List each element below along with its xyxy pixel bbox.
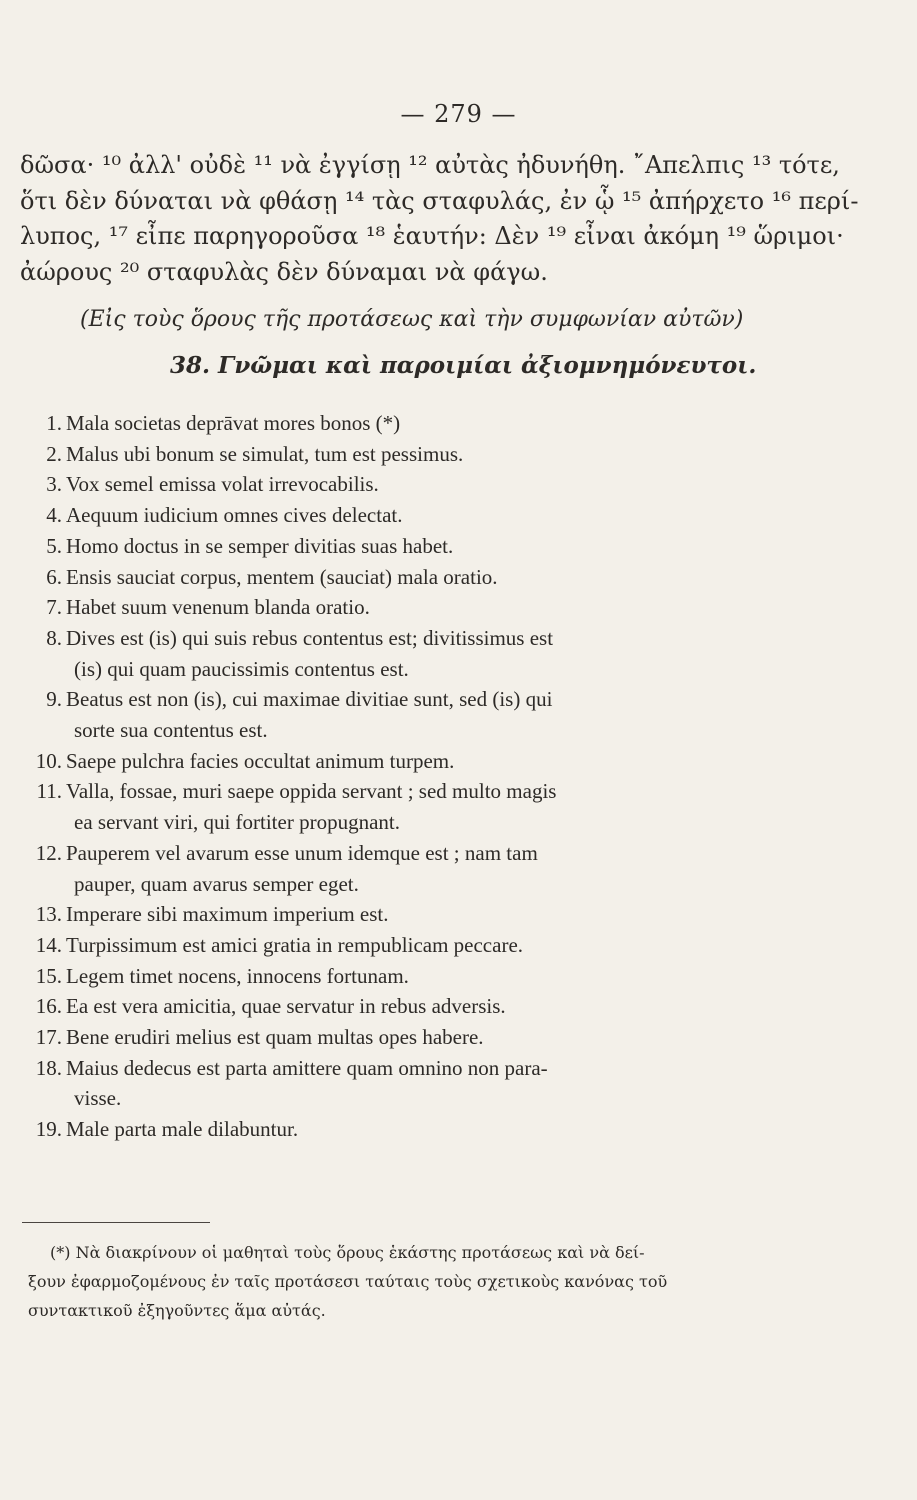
footnote-line: ξουν ἐφαρμοζομένους ἐν ταῖς προτάσεσι ταύταις τοὺς σχετικοὺς κανόνας τοῦ [28, 1272, 668, 1291]
item-number: 5. [46, 533, 62, 558]
item-text [66, 776, 808, 837]
item-number: 4. [46, 503, 62, 528]
item-number: 10. [35, 748, 62, 773]
item-text-line: Pauperem vel avarum esse unum idemque est ; nam tam [66, 840, 538, 865]
item-text-line: Turpissimum est amici gratia in rempublicam peccare. [66, 932, 524, 957]
item-text-line: Malus ubi bonum se simulat, tum est pessimus. [66, 441, 464, 466]
item-text [66, 899, 808, 930]
item-text [66, 991, 808, 1022]
footnote [28, 1238, 813, 1325]
list-item [18, 1022, 808, 1053]
item-number: 9. [46, 687, 62, 712]
list-item [18, 500, 808, 531]
item-number: 6. [46, 564, 62, 589]
greek-line: ἀώρους ²⁰ σταφυλὰς δὲν δύναμαι νὰ φάγω. [20, 257, 548, 286]
list-item [18, 623, 808, 684]
list-item [18, 684, 808, 745]
greek-line: δῶσα· ¹⁰ ἀλλ' οὐδὲ ¹¹ νὰ ἐγγίσῃ ¹² αὐτὰς ἠδυνήθη. ῎Απελπις ¹³ τότε, [20, 151, 840, 179]
item-number: 16. [35, 994, 62, 1019]
item-text [66, 408, 808, 439]
item-number: 18. [35, 1055, 62, 1080]
item-text-line: Bene erudiri melius est quam multas opes habere. [66, 1025, 484, 1050]
item-text [66, 469, 808, 500]
item-number: 19. [35, 1117, 62, 1142]
list-item [18, 562, 808, 593]
footnote-divider [22, 1222, 210, 1223]
item-text-line: Valla, fossae, muri saepe oppida servant ; sed multo magis [66, 779, 557, 804]
item-text-line: visse. [74, 1086, 122, 1111]
item-text-line: Beatus est non (is), cui maximae divitiae sunt, sed (is) qui [66, 687, 553, 712]
page-number: — 279 — [400, 100, 517, 128]
greek-paragraph [20, 148, 859, 290]
item-text-line: Male parta male dilabuntur. [66, 1117, 299, 1142]
item-text-line: ea servant viri, qui fortiter propugnant. [74, 810, 400, 835]
item-text [66, 1114, 808, 1145]
item-text-line: pauper, quam avarus semper eget. [74, 871, 359, 896]
item-text [66, 961, 808, 992]
item-text [66, 746, 808, 777]
item-text [66, 592, 808, 623]
item-text [66, 531, 808, 562]
heading-note: (Εἰς τοὺς ὅρους τῆς προτάσεως καὶ τὴν συμφωνίαν αὐτῶν) [80, 307, 744, 332]
item-number: 11. [36, 779, 62, 804]
item-text [66, 623, 808, 684]
list-item [18, 469, 808, 500]
list-item [18, 1053, 808, 1114]
item-text-line: Dives est (is) qui suis rebus contentus est; divitissimus est [66, 625, 554, 650]
item-text-line: Aequum iudicium omnes cives delectat. [66, 503, 403, 528]
item-number: 1. [46, 411, 62, 435]
footnote-line: συντακτικοῦ ἐξηγοῦντες ἅμα αὐτάς. [28, 1301, 326, 1320]
item-number: 3. [46, 472, 62, 497]
item-text [66, 1022, 808, 1053]
item-text-line: Ensis sauciat corpus, mentem (sauciat) mala oratio. [66, 564, 498, 589]
item-text-line: Saepe pulchra facies occultat animum turpem. [66, 748, 455, 773]
item-text [66, 500, 808, 531]
item-text [66, 684, 808, 745]
item-number: 14. [35, 932, 62, 957]
list-item [18, 408, 808, 439]
item-text [66, 1053, 808, 1114]
footnote-line: (*) Νὰ διακρίνουν οἱ μαθηταὶ τοὺς ὅρους ἑκάστης προτάσεως καὶ νὰ δεί- [50, 1243, 645, 1262]
item-text-line: sorte sua contentus est. [74, 718, 268, 743]
item-text [66, 439, 808, 470]
list-item [18, 899, 808, 930]
list-item [18, 1114, 808, 1145]
list-item [18, 961, 808, 992]
proverb-list [18, 408, 808, 1145]
list-item [18, 838, 808, 899]
item-number: 2. [46, 441, 62, 466]
item-text [66, 838, 808, 899]
item-text [66, 562, 808, 593]
list-item [18, 746, 808, 777]
item-text-line: Vox semel emissa volat irrevocabilis. [66, 472, 379, 497]
item-text-line: Legem timet nocens, innocens fortunam. [66, 963, 409, 988]
list-item [18, 439, 808, 470]
item-number: 8. [46, 625, 62, 650]
item-number: 17. [35, 1025, 62, 1050]
item-text-line: Imperare sibi maximum imperium est. [66, 902, 389, 927]
list-item [18, 776, 808, 837]
greek-line: ὅτι δὲν δύναται νὰ φθάσῃ ¹⁴ τὰς σταφυλάς, ἐν ᾧ ¹⁵ ἀπήρχετο ¹⁶ περί- [20, 186, 859, 215]
item-text-line: Ea est vera amicitia, quae servatur in rebus adversis. [66, 994, 506, 1019]
item-text-line: Maius dedecus est parta amittere quam omnino non para- [66, 1055, 548, 1080]
item-number: 13. [35, 902, 62, 927]
list-item [18, 930, 808, 961]
list-item [18, 991, 808, 1022]
item-text [66, 930, 808, 961]
item-number: 7. [46, 595, 62, 620]
section-heading: 38. Γνῶμαι καὶ παροιμίαι ἀξιομνημόνευτοι. [170, 352, 757, 379]
list-item [18, 592, 808, 623]
item-text-line: (is) qui quam paucissimis contentus est. [74, 656, 409, 681]
item-text-line: Homo doctus in se semper divitias suas habet. [66, 533, 454, 558]
item-number: 15. [35, 963, 62, 988]
greek-line: λυπος, ¹⁷ εἶπε παρηγοροῦσα ¹⁸ ἑαυτήν: Δὲν ¹⁹ εἶναι ἀκόμη ¹⁹ ὥριμοι· [20, 222, 844, 250]
list-item [18, 531, 808, 562]
item-text-line: Habet suum venenum blanda oratio. [66, 595, 370, 620]
item-number: 12. [35, 840, 62, 865]
item-text-line: Mala societas deprāvat mores bonos (*) [66, 411, 401, 435]
